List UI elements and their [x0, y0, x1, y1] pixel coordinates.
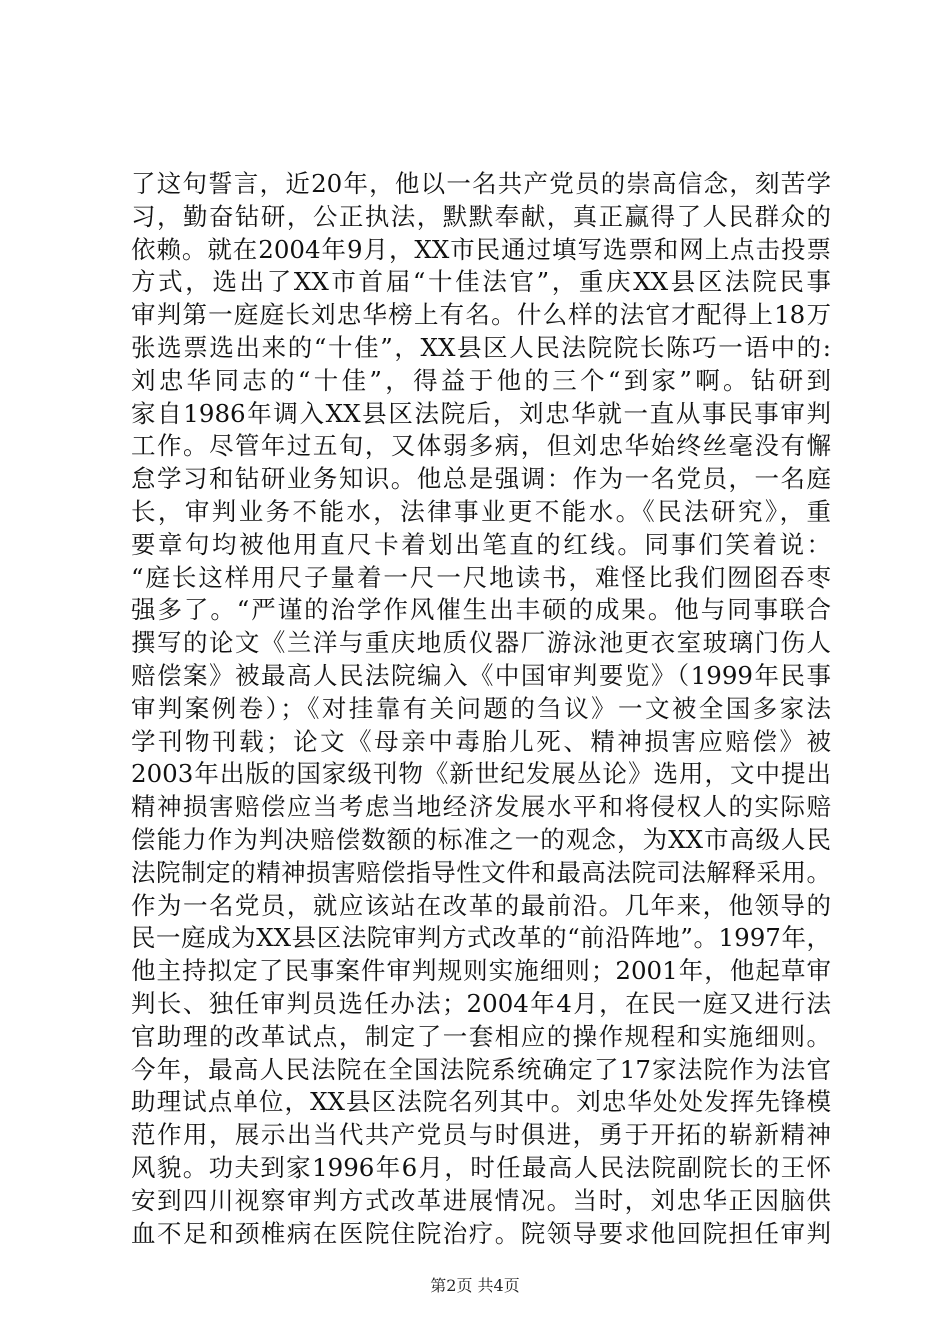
- text-line: 审判第一庭庭长刘忠华榜上有名。什么样的法官才配得上18万: [131, 300, 831, 330]
- text-line: 刘忠华同志的“十佳”，得益于他的三个“到家”啊。钻研到: [131, 365, 831, 395]
- text-line: 工作。尽管年过五旬，又体弱多病，但刘忠华始终丝毫没有懈: [131, 431, 831, 461]
- text-line: 习，勤奋钻研，公正执法，默默奉献，真正赢得了人民群众的: [131, 201, 831, 231]
- text-line: 范作用，展示出当代共产党员与时俱进，勇于开拓的崭新精神: [131, 1120, 831, 1150]
- text-line: 学刊物刊载；论文《母亲中毒胎儿死、精神损害应赔偿》被: [131, 726, 831, 756]
- text-line: 撰写的论文《兰洋与重庆地质仪器厂游泳池更衣室玻璃门伤人: [131, 628, 831, 658]
- text-line: 助理试点单位，XX县区法院名列其中。刘忠华处处发挥先锋模: [131, 1087, 831, 1117]
- text-line: 方式，选出了XX市首届“十佳法官”，重庆XX县区法院民事: [131, 267, 831, 297]
- text-line: 血不足和颈椎病在医院住院治疗。院领导要求他回院担任审判: [131, 1218, 831, 1248]
- text-line: 今年，最高人民法院在全国法院系统确定了17家法院作为法官: [131, 1054, 831, 1084]
- text-line: 精神损害赔偿应当考虑当地经济发展水平和将侵权人的实际赔: [131, 792, 831, 822]
- text-line: 依赖。就在2004年9月，XX市民通过填写选票和网上点击投票: [131, 234, 831, 264]
- text-line: 官助理的改革试点，制定了一套相应的操作规程和实施细则。: [131, 1021, 831, 1051]
- page-footer: 第2页 共4页: [430, 1276, 520, 1295]
- text-line: 赔偿案》被最高人民法院编入《中国审判要览》（1999年民事: [131, 660, 831, 690]
- text-line: 张选票选出来的“十佳”，XX县区人民法院院长陈巧一语中的:: [131, 332, 831, 362]
- text-line: 判长、独任审判员选任办法；2004年4月，在民一庭又进行法: [131, 988, 831, 1018]
- text-line: 怠学习和钻研业务知识。他总是强调：作为一名党员，一名庭: [131, 464, 831, 494]
- text-line: 了这句誓言，近20年，他以一名共产党员的崇高信念，刻苦学: [131, 169, 831, 198]
- text-line: 民一庭成为XX县区法院审判方式改革的“前沿阵地”。1997年，: [131, 923, 831, 953]
- text-line: 偿能力作为判决赔偿数额的标准之一的观念，为XX市高级人民: [131, 824, 831, 854]
- text-line: 强多了。“严谨的治学作风催生出丰硕的成果。他与同事联合: [131, 595, 831, 625]
- text-line: 审判案例卷）；《对挂靠有关问题的刍议》一文被全国多家法: [131, 693, 831, 723]
- text-line: 2003年出版的国家级刊物《新世纪发展丛论》选用，文中提出: [131, 759, 831, 789]
- text-line: 法院制定的精神损害赔偿指导性文件和最高法院司法解释采用。: [131, 857, 831, 887]
- text-line: 作为一名党员，就应该站在改革的最前沿。几年来，他领导的: [131, 890, 831, 920]
- text-line: 安到四川视察审判方式改革进展情况。当时，刘忠华正因脑供: [131, 1185, 831, 1215]
- text-line: 风貌。功夫到家1996年6月，时任最高人民法院副院长的王怀: [131, 1152, 831, 1182]
- text-line: 家自1986年调入XX县区法院后，刘忠华就一直从事民事审判: [131, 398, 831, 428]
- text-line: 要章句均被他用直尺卡着划出笔直的红线。同事们笑着说：: [131, 529, 831, 559]
- text-line: 长，审判业务不能水，法律事业更不能水。《民法研究》，重: [131, 496, 831, 526]
- body-text: [131, 168, 831, 1250]
- text-line: 他主持拟定了民事案件审判规则实施细则；2001年，他起草审: [131, 956, 831, 986]
- text-line: “庭长这样用尺子量着一尺一尺地读书，难怪比我们囫囵吞枣: [131, 562, 831, 592]
